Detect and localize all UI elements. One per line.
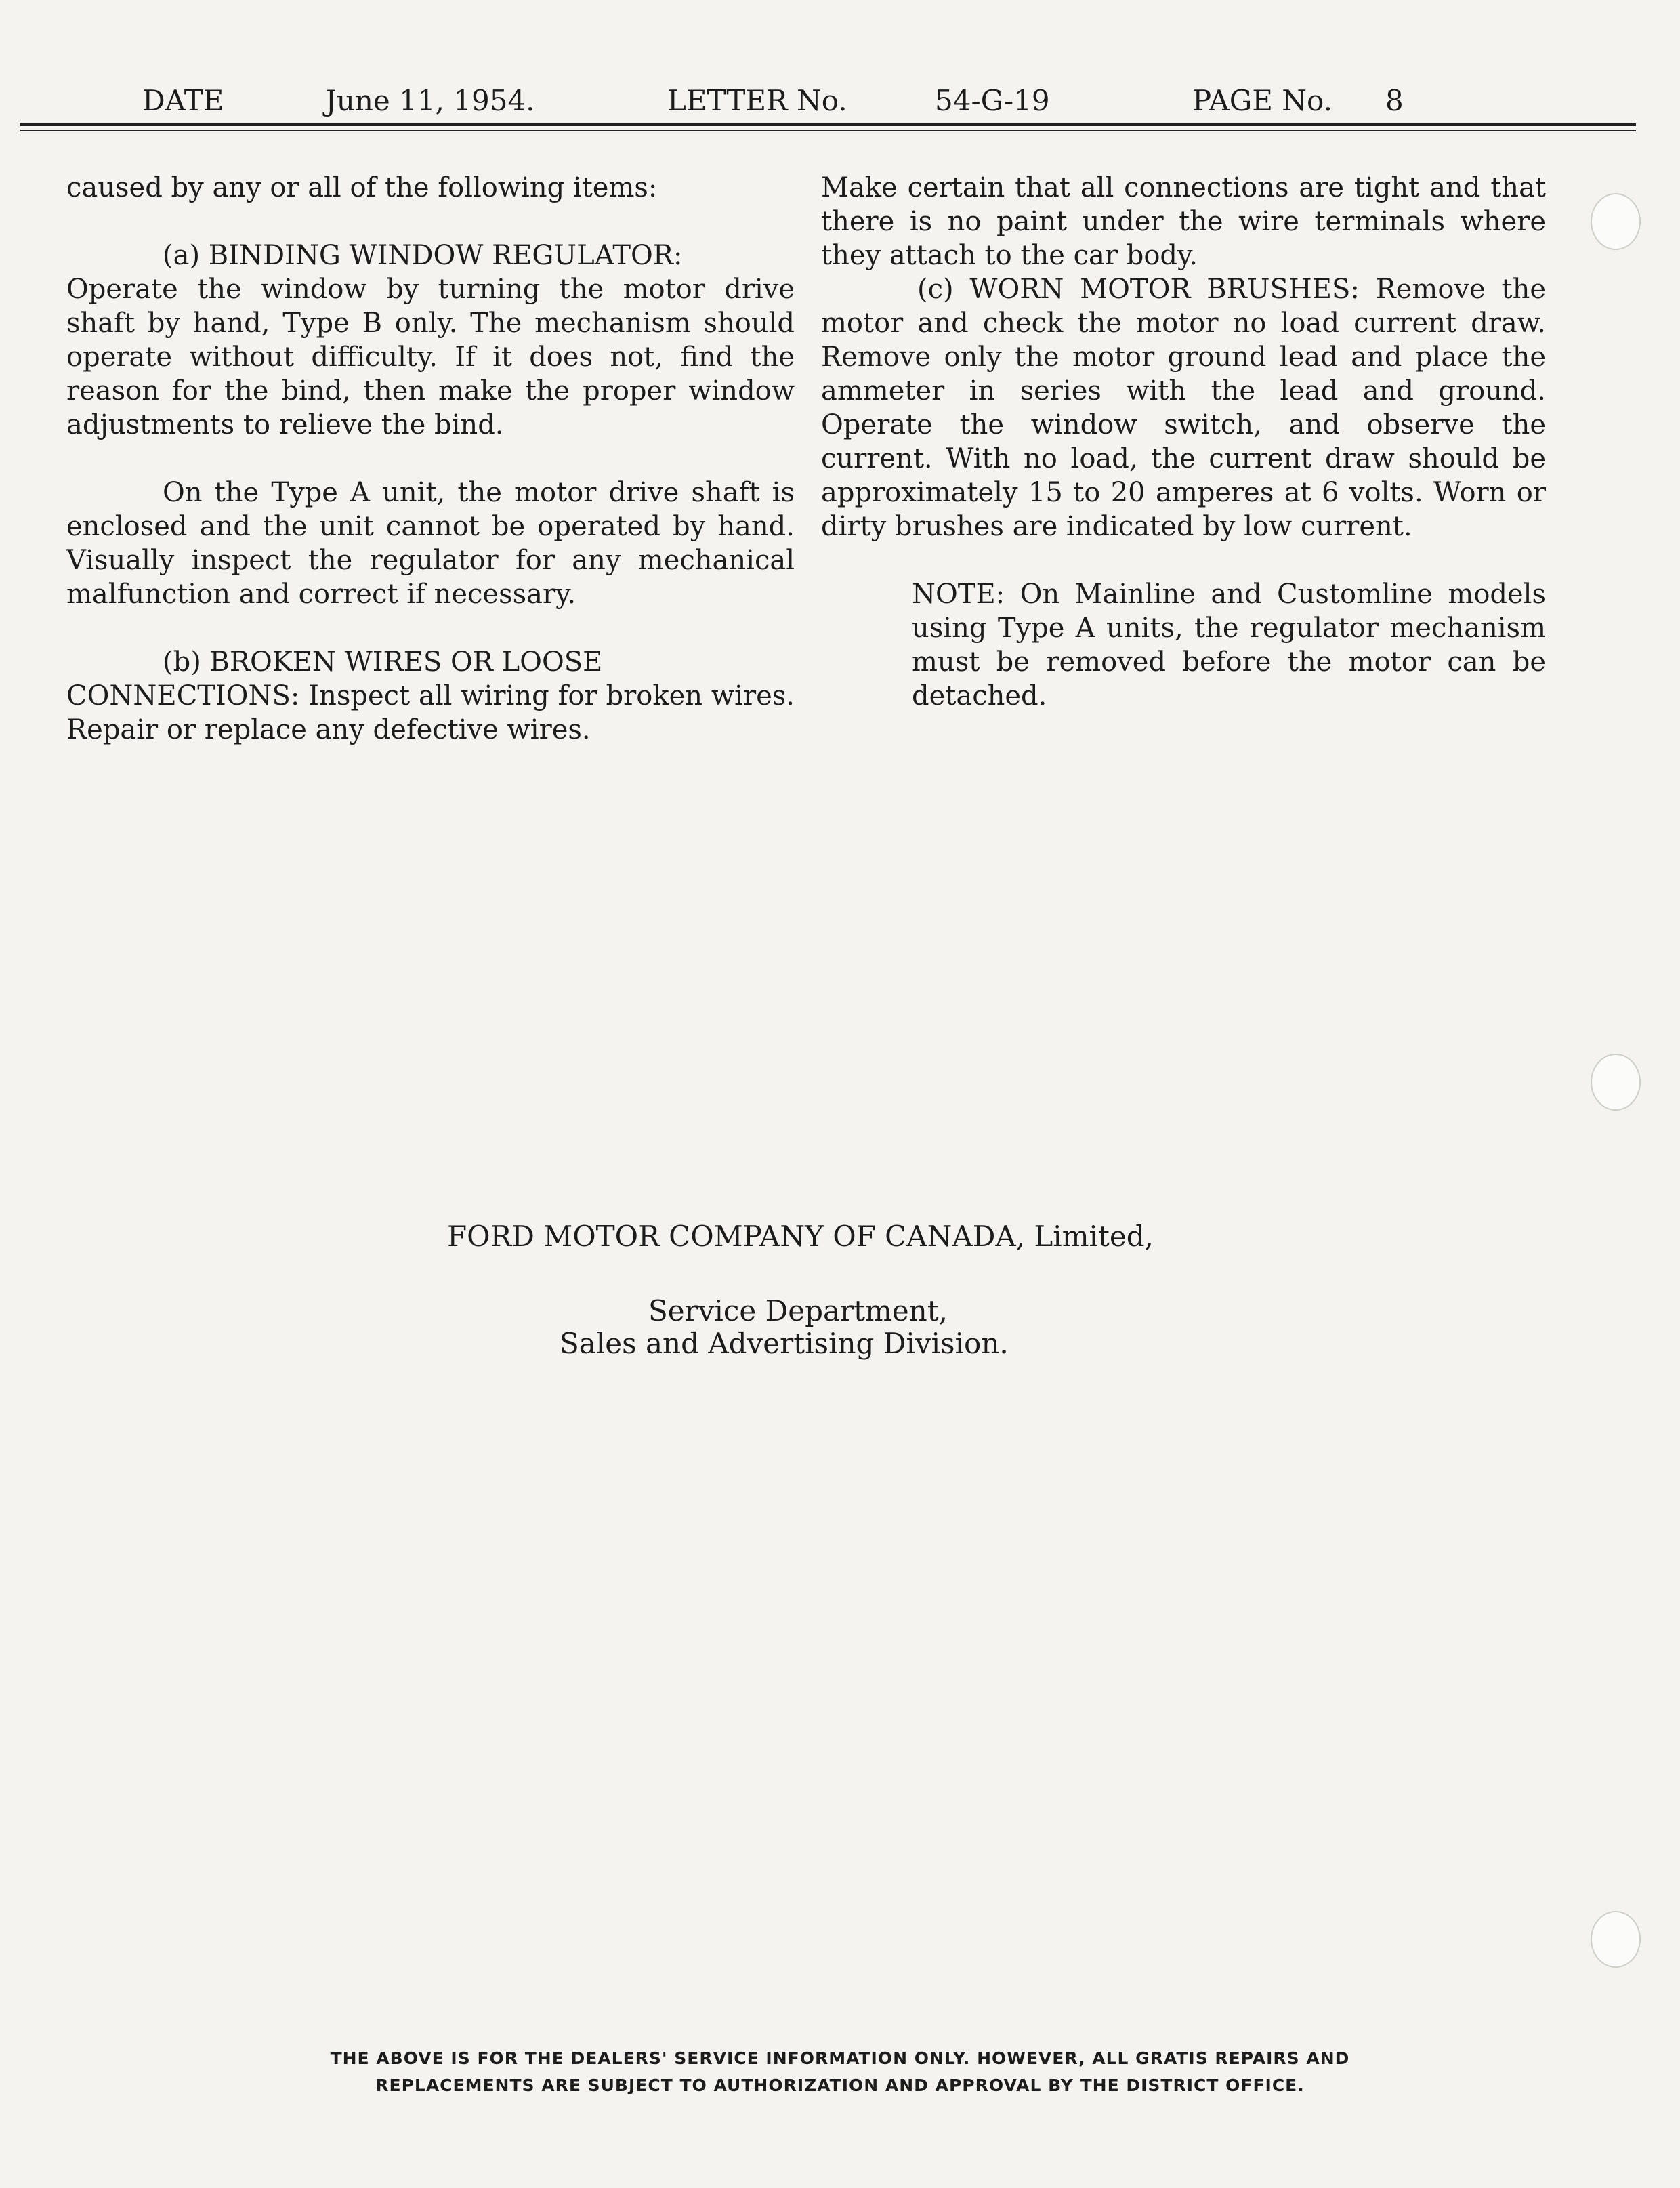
footer-line-2: REPLACEMENTS ARE SUBJECT TO AUTHORIZATION AND APPROVAL BY THE DISTRICT OFFICE. [375,2076,1305,2095]
header-rule-thick [20,123,1636,126]
dealer-footer-notice [0,2045,1680,2099]
binder-hole-top [1591,193,1641,250]
date-label: DATE [142,84,224,117]
binder-hole-middle [1591,1054,1641,1111]
paragraph-intro: caused by any or all of the following items: [66,172,658,203]
left-column [66,171,795,747]
binder-hole-bottom [1591,1911,1641,1968]
heading-broken-wires: (b) BROKEN WIRES OR LOOSE [163,646,603,678]
department-name: Service Department, [648,1294,948,1327]
paragraph-worn-motor-brushes: (c) WORN MOTOR BRUSHES: Remove the motor and check the motor no load current draw. Remove only the motor ground lead and place the ammeter in series with the lead and ground. Operate the window switch, and observe the current. With no load, the current draw should be approximately 15 to 20 amperes at 6 volts. Worn or dirty brushes are indicated by low current. [821,274,1546,542]
note-mainline-customline: NOTE: On Mainline and Customline models using Type A units, the regulator mechanism must be removed before the motor can be detached. [912,579,1546,711]
paragraph-connections: Make certain that all connections are tight and that there is no paint under the wire terminals where they attach to the car body. [821,172,1546,271]
date-value: June 11, 1954. [325,84,535,117]
letter-header [68,76,1633,123]
company-name: FORD MOTOR COMPANY OF CANADA, Limited, [447,1220,1154,1253]
header-rule-thin [20,130,1636,131]
paragraph-binding-regulator: Operate the window by turning the motor drive shaft by hand, Type B only. The mechanism should operate without difficulty. If it does not, find the reason for the bind, then make the proper window adjustments to relieve the bind. [66,274,795,440]
right-column [821,171,1546,713]
footer-line-1: THE ABOVE IS FOR THE DEALERS' SERVICE INFORMATION ONLY. HOWEVER, ALL GRATIS REPAIRS AND [330,2048,1350,2068]
letter-number-label: LETTER No. [667,84,847,117]
division-name: Sales and Advertising Division. [560,1327,1009,1360]
paragraph-broken-wires: CONNECTIONS: Inspect all wiring for broken wires. Repair or replace any defective wires. [66,680,795,745]
paragraph-type-a-unit: On the Type A unit, the motor drive shaft is enclosed and the unit cannot be operated by hand. Visually inspect the regulator for any mechanical malfunction and correct if necessary. [66,477,795,610]
page-number-label: PAGE No. [1192,84,1332,117]
letter-number-value: 54-G-19 [935,84,1050,117]
heading-binding-window-regulator: (a) BINDING WINDOW REGULATOR: [163,240,683,271]
page-number-value: 8 [1385,84,1404,117]
